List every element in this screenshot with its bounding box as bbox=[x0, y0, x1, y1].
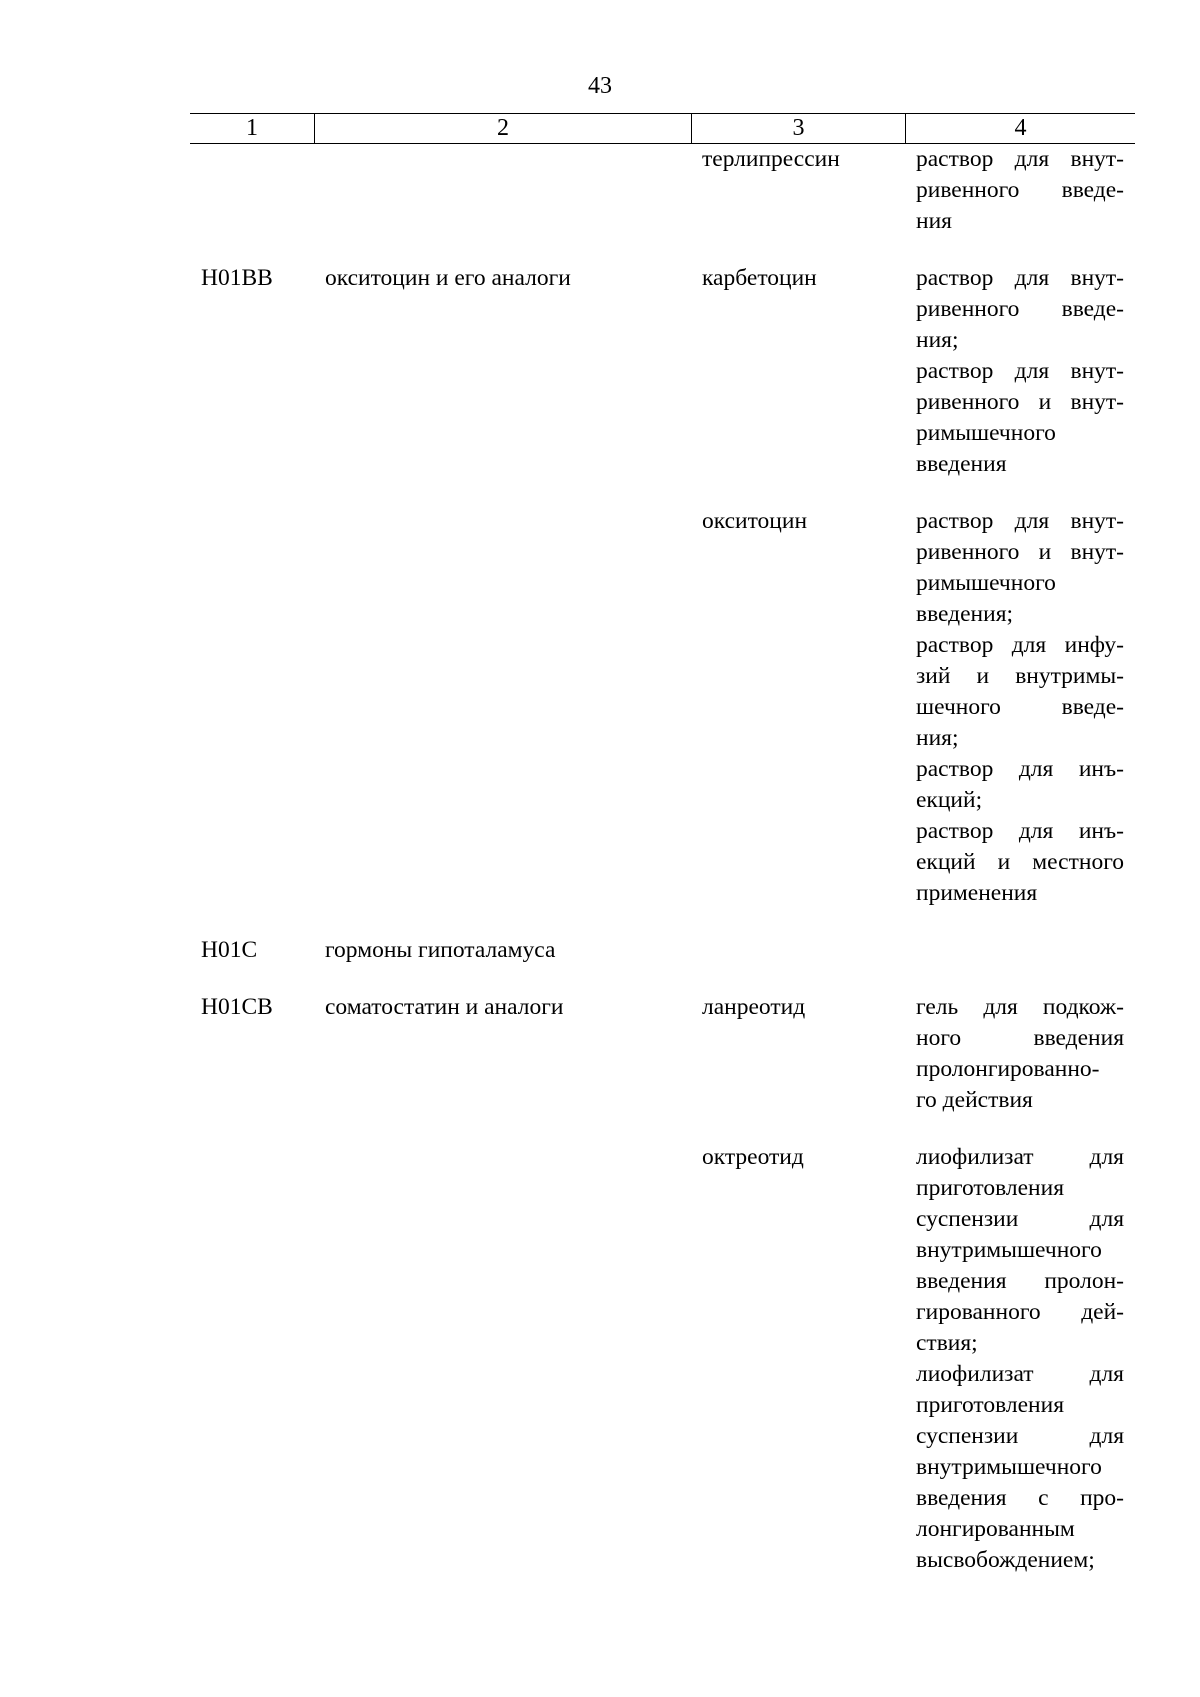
group-name: окситоцин и его аналоги bbox=[325, 265, 571, 291]
dosage-form-line: раствор для инъ- bbox=[916, 818, 1124, 844]
table-row bbox=[190, 935, 1135, 966]
table-header bbox=[190, 113, 1135, 144]
dosage-form-line: гированного дей- bbox=[916, 1299, 1124, 1325]
dosage-form-line: римышечного bbox=[916, 420, 1056, 446]
drug-name: октреотид bbox=[702, 1144, 804, 1170]
dosage-forms bbox=[905, 935, 1135, 966]
dosage-form-line: суспензии для bbox=[916, 1206, 1124, 1232]
group-name: гормоны гипоталамуса bbox=[325, 937, 556, 963]
drug-name: карбетоцин bbox=[702, 265, 817, 291]
dosage-form-line: суспензии для bbox=[916, 1423, 1124, 1449]
dosage-forms bbox=[905, 506, 1135, 909]
atc-code bbox=[190, 1142, 314, 1576]
dosage-form-line: ривенного введе- bbox=[916, 177, 1124, 203]
dosage-form-line: ривенного и внут- bbox=[916, 539, 1124, 565]
header-col-4: 4 bbox=[905, 114, 1135, 143]
header-col-1: 1 bbox=[246, 115, 258, 141]
dosage-form-line: ния bbox=[916, 208, 952, 234]
dosage-form-line: раствор для внут- bbox=[916, 146, 1124, 172]
drug-name: окситоцин bbox=[702, 508, 808, 534]
dosage-form-line: екций; bbox=[916, 787, 983, 813]
dosage-form-line: раствор для внут- bbox=[916, 358, 1124, 384]
dosage-form-line: раствор для инфу- bbox=[916, 632, 1124, 658]
dosage-form-line: лиофилизат для bbox=[916, 1144, 1124, 1170]
dosage-form-line: ривенного введе- bbox=[916, 296, 1124, 322]
dosage-form-line: введения bbox=[916, 451, 1007, 477]
dosage-form-line: шечного введе- bbox=[916, 694, 1124, 720]
dosage-form-line: приготовления bbox=[916, 1175, 1065, 1201]
table-row bbox=[190, 506, 1135, 909]
table-row bbox=[190, 1142, 1135, 1576]
dosage-form-line: римышечного bbox=[916, 570, 1056, 596]
dosage-form-line: ривенного и внут- bbox=[916, 389, 1124, 415]
dosage-forms bbox=[905, 992, 1135, 1116]
dosage-form-line: лонгированным bbox=[916, 1516, 1075, 1542]
header-col-2: 2 bbox=[314, 114, 691, 143]
header-col-3: 3 bbox=[691, 114, 905, 143]
dosage-form-line: ствия; bbox=[916, 1330, 978, 1356]
group-name bbox=[314, 1142, 691, 1576]
dosage-form-line: раствор для внут- bbox=[916, 508, 1124, 534]
dosage-form-line: введения; bbox=[916, 601, 1014, 627]
drug-table bbox=[190, 113, 1135, 1576]
dosage-forms bbox=[905, 144, 1135, 237]
dosage-form-line: раствор для инъ- bbox=[916, 756, 1124, 782]
dosage-form-line: ния; bbox=[916, 725, 959, 751]
table-row bbox=[190, 263, 1135, 480]
dosage-form-line: зий и внутримы- bbox=[916, 663, 1124, 689]
page-number: 43 bbox=[588, 73, 612, 99]
dosage-form-line: ния; bbox=[916, 327, 959, 353]
table-row bbox=[190, 992, 1135, 1116]
drug-name: ланреотид bbox=[702, 994, 806, 1020]
dosage-form-line: внутримышечного bbox=[916, 1454, 1102, 1480]
dosage-forms bbox=[905, 263, 1135, 480]
dosage-form-line: лиофилизат для bbox=[916, 1361, 1124, 1387]
group-name: соматостатин и аналоги bbox=[325, 994, 564, 1020]
dosage-form-line: гель для подкож- bbox=[916, 994, 1124, 1020]
dosage-form-line: применения bbox=[916, 880, 1038, 906]
group-name bbox=[314, 144, 691, 237]
dosage-form-line: высвобождением; bbox=[916, 1547, 1095, 1573]
dosage-form-line: раствор для внут- bbox=[916, 265, 1124, 291]
table-row bbox=[190, 144, 1135, 237]
atc-code: H01BB bbox=[201, 265, 273, 291]
dosage-forms bbox=[905, 1142, 1135, 1576]
dosage-form-line: приготовления bbox=[916, 1392, 1065, 1418]
dosage-form-line: введения пролон- bbox=[916, 1268, 1124, 1294]
atc-code bbox=[190, 506, 314, 909]
dosage-form-line: ного введения bbox=[916, 1025, 1124, 1051]
drug-name: терлипрессин bbox=[702, 146, 840, 172]
atc-code: H01C bbox=[201, 937, 258, 963]
drug-name bbox=[691, 935, 905, 966]
dosage-form-line: го действия bbox=[916, 1087, 1033, 1113]
group-name bbox=[314, 506, 691, 909]
atc-code bbox=[190, 144, 314, 237]
dosage-form-line: внутримышечного bbox=[916, 1237, 1102, 1263]
dosage-form-line: пролонгированно- bbox=[916, 1056, 1100, 1082]
dosage-form-line: екций и местного bbox=[916, 849, 1124, 875]
atc-code: H01CB bbox=[201, 994, 273, 1020]
dosage-form-line: введения с про- bbox=[916, 1485, 1124, 1511]
